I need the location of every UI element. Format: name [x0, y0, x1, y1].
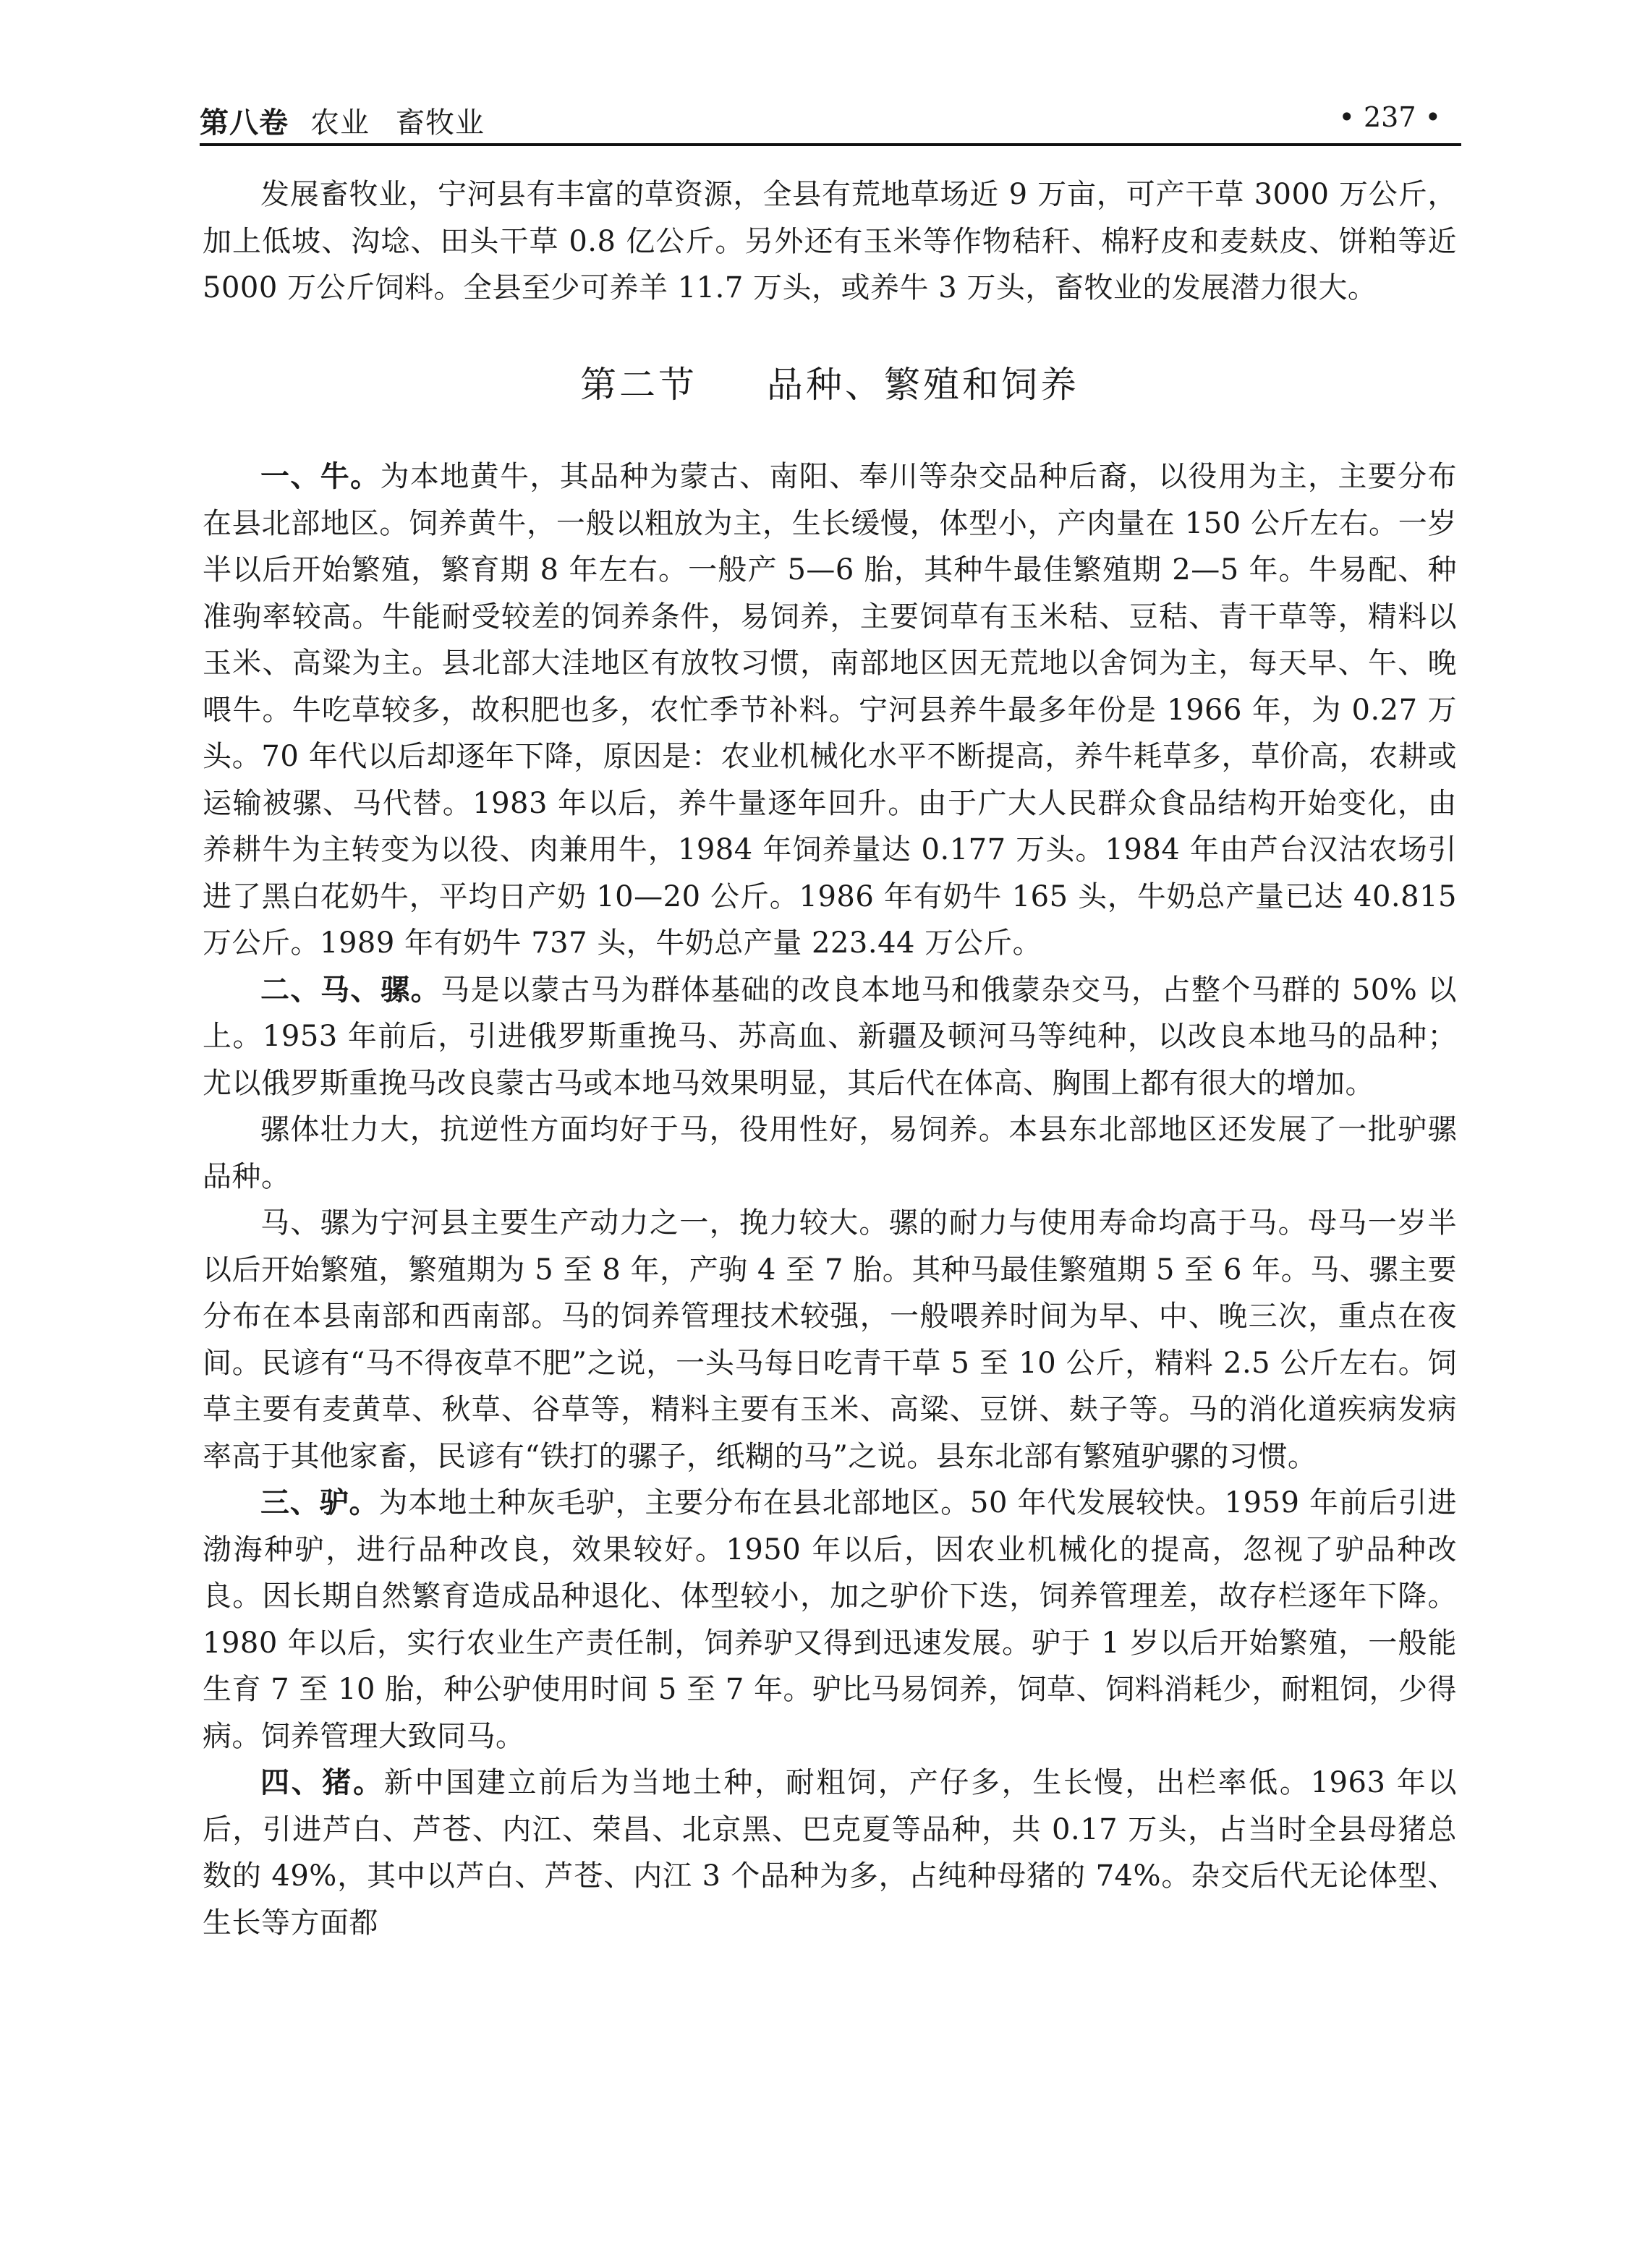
paragraph-horse-mule [203, 967, 1457, 1107]
section-number: 第二节 [580, 364, 697, 406]
paragraph-text: 为本地土种灰毛驴，主要分布在县北部地区。50 年代发展较快。1959 年前后引进渤海种驴，进行品种改良，效果较好。1950 年以后，因农业机械化的提高，忽视了驴品种改良。因长期自然繁育造成品种退化、体型较小，加之驴价下迭，饲养管理差，故存栏逐年下降。1980 年以后，实行农业生产责任制，饲养驴又得到迅速发展。驴于 1 岁以后开始繁殖，一般能生育 7 至 10 胎，种公驴使用时间 5 至 7 年。驴比马易饲养，饲草、饲料消耗少，耐粗饲，少得病。饲养管理大致同马。 [203, 1486, 1457, 1753]
section-title: 品种、繁殖和饲养 [767, 364, 1079, 406]
header-divider [200, 143, 1461, 146]
intro-block [203, 171, 1457, 312]
paragraph-lead: 二、马、骡。 [260, 973, 441, 1007]
paragraph-text: 新中国建立前后为当地土种，耐粗饲，产仔多，生长慢，出栏率低。1963 年以后，引进芦白、芦苍、内江、荣昌、北京黑、巴克夏等品种，共 0.17 万头，占当时全县母猪总数的 49%，其中以芦白、芦苍、内江 3 个品种为多，占纯种母猪的 74%。杂交后代无论体型、生长等方面都 [203, 1766, 1458, 1940]
volume-label: 第八卷 [200, 106, 289, 140]
page-number: • 237 • [1338, 101, 1441, 133]
paragraph-lead: 三、驴。 [260, 1486, 379, 1519]
paragraph-text: 为本地黄牛，其品种为蒙古、南阳、奉川等杂交品种后裔，以役用为主，主要分布在县北部地区。饲养黄牛，一般以粗放为主，生长缓慢，体型小，产肉量在 150 公斤左右。一岁半以后开始繁殖，繁育期 8 年左右。一般产 5—6 胎，其种牛最佳繁殖期 2—5 年。牛易配、种准驹率较高。牛能耐受较差的饲养条件，易饲养，主要饲草有玉米秸、豆秸、青干草等，精料以玉米、高粱为主。县北部大洼地区有放牧习惯，南部地区因无荒地以舍饲为主，每天早、午、晚喂牛。牛吃草较多，故积肥也多，农忙季节补料。宁河县养牛最多年份是 1966 年，为 0.27 万头。70 年代以后却逐年下降，原因是：农业机械化水平不断提高，养牛耗草多，草价高，农耕或运输被骡、马代替。1983 年以后，养牛量逐年回升。由于广大人民群众食品结构开始变化，由养耕牛为主转变为以役、肉兼用牛，1984 年饲养量达 0.177 万头。1984 年由芦台汉沽农场引进了黑白花奶牛，平均日产奶 10—20 公斤。1986 年有奶牛 165 头，牛奶总产量已达 40.815 万公斤。1989 年有奶牛 737 头，牛奶总产量 223.44 万公斤。 [203, 460, 1458, 960]
paragraph-pig [203, 1760, 1457, 1946]
category-label: 农业 [310, 106, 370, 140]
intro-paragraph: 发展畜牧业，宁河县有丰富的草资源，全县有荒地草场近 9 万亩，可产干草 3000 万公斤，加上低坡、沟埝、田头干草 0.8 亿公斤。另外还有玉米等作物秸秆、棉籽皮和麦麸皮、饼粕等近 5000 万公斤饲料。全县至少可养羊 11.7 万头，或养牛 3 万头，畜牧业的发展潜力很大。 [203, 178, 1457, 304]
paragraph-donkey [203, 1480, 1457, 1760]
subcategory-label: 畜牧业 [396, 106, 485, 140]
section-body [203, 453, 1457, 1946]
paragraph-lead: 一、牛。 [260, 460, 381, 493]
paragraph-text: 马是以蒙古马为群体基础的改良本地马和俄蒙杂交马，占整个马群的 50% 以上。1953 年前后，引进俄罗斯重挽马、苏高血、新疆及顿河马等纯种，以改良本地马的品种；尤以俄罗斯重挽马改良蒙古马或本地马效果明显，其后代在体高、胸围上都有很大的增加。 [203, 973, 1457, 1100]
paragraph-text: 马、骡为宁河县主要生产动力之一，挽力较大。骡的耐力与使用寿命均高于马。母马一岁半以后开始繁殖，繁殖期为 5 至 8 年，产驹 4 至 7 胎。其种马最佳繁殖期 5 至 6 年。马、骡主要分布在本县南部和西南部。马的饲养管理技术较强，一般喂养时间为早、中、晚三次，重点在夜间。民谚有“马不得夜草不肥”之说，一头马每日吃青干草 5 至 10 公斤，精料 2.5 公斤左右。饲草主要有麦黄草、秋草、谷草等，精料主要有玉米、高粱、豆饼、麸子等。马的消化道疾病发病率高于其他家畜，民谚有“铁打的骡子，纸糊的马”之说。县东北部有繁殖驴骡的习惯。 [203, 1206, 1457, 1473]
paragraph-lead: 四、猪。 [260, 1766, 384, 1799]
paragraph-cattle [203, 453, 1457, 967]
paragraph-mule [203, 1107, 1457, 1200]
paragraph-horse-mule-breeding [203, 1200, 1457, 1480]
running-header [200, 93, 1461, 148]
paragraph-text: 骡体壮力大，抗逆性方面均好于马，役用性好，易饲养。本县东北部地区还发展了一批驴骡品种。 [203, 1113, 1457, 1193]
header-title [200, 100, 485, 141]
section-heading [203, 356, 1457, 408]
